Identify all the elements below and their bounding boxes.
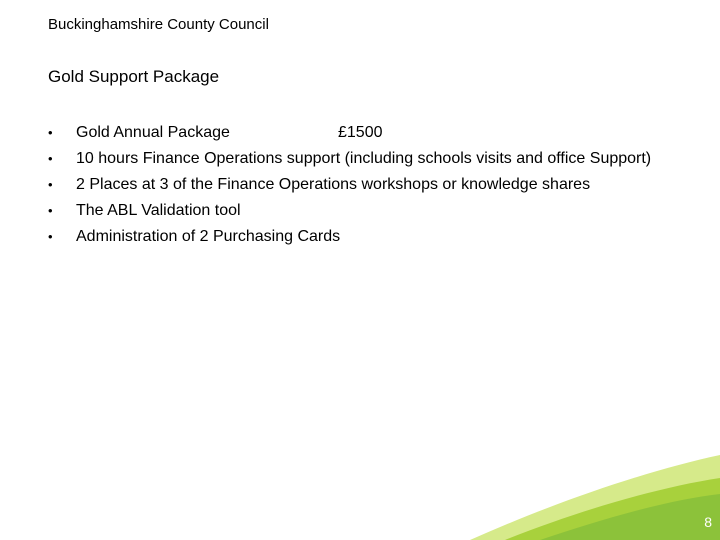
package-price: £1500 [338, 124, 383, 141]
bullet-icon: • [48, 177, 53, 192]
bullet-text: 10 hours Finance Operations support (including schools visits and office Support) [76, 150, 652, 167]
bullet-text: The ABL Validation tool [76, 202, 241, 219]
slide-title: Gold Support Package [48, 67, 220, 86]
list-item [48, 174, 688, 196]
bullet-icon: • [48, 151, 53, 166]
organization-name: Buckinghamshire County Council [48, 16, 269, 33]
list-item [48, 148, 688, 170]
bullet-icon: • [48, 229, 53, 244]
bullet-icon: • [48, 203, 53, 218]
bullet-text: 2 Places at 3 of the Finance Operations workshops or knowledge shares [76, 176, 591, 193]
page-number: 8 [704, 514, 712, 530]
package-name: Gold Annual Package [76, 124, 230, 141]
bullet-text: Administration of 2 Purchasing Cards [76, 228, 341, 245]
list-item [48, 200, 688, 222]
list-item [48, 226, 688, 248]
list-item [48, 122, 688, 144]
bullet-icon: • [48, 125, 53, 140]
package-line [76, 122, 688, 144]
bullet-list [48, 122, 688, 252]
